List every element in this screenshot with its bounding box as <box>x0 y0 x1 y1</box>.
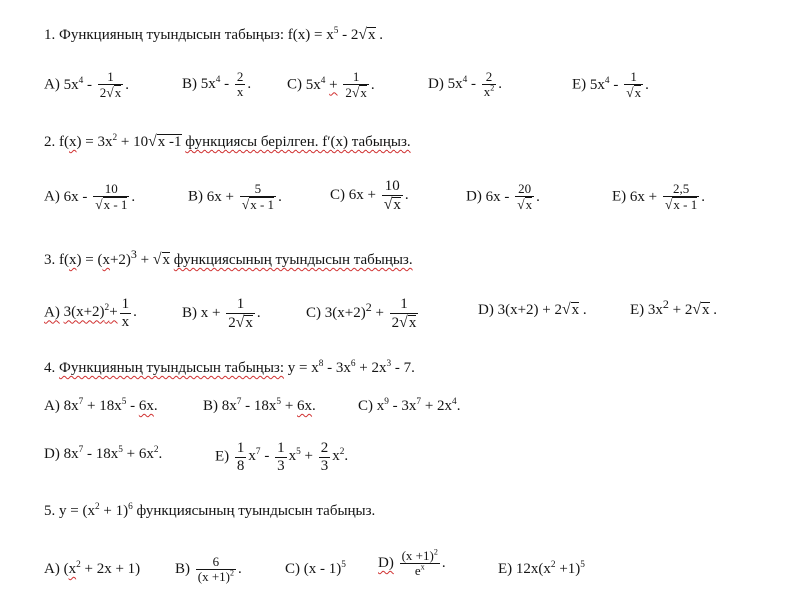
option-4b[interactable] <box>203 398 316 415</box>
option-expression: $\frac{(x +1)^2}{e^x}$ . <box>401 547 446 579</box>
option-expression: $(x^2 + 2x + 1)$ <box>63 560 141 577</box>
option-4c[interactable] <box>358 398 460 415</box>
option-5c[interactable] <box>285 561 346 578</box>
option-expression: 6x + $\frac{2,5}{√x - 1}$ . <box>629 181 705 213</box>
question-3 <box>44 247 413 269</box>
question-function: $f(x) = 3x^2 + 10√x$ -1 <box>59 133 182 150</box>
question-prompt: Функцияның туындысын табыңыз: <box>59 360 284 376</box>
option-1e[interactable] <box>572 70 649 101</box>
question-function: $f(x) = x^5 - 2√x$ . <box>287 26 384 43</box>
option-label: D) <box>428 76 444 93</box>
option-label: E) <box>498 561 513 577</box>
option-3e[interactable] <box>630 297 718 319</box>
question-number: 5. <box>44 503 56 519</box>
option-label: A) <box>44 304 60 321</box>
option-label: A) <box>44 188 60 205</box>
option-3b[interactable] <box>182 296 261 331</box>
option-2e[interactable] <box>612 182 705 213</box>
option-label: A) <box>44 76 60 93</box>
option-label: D) <box>44 446 60 462</box>
option-label: C) <box>306 305 321 322</box>
option-2d[interactable] <box>466 182 540 213</box>
option-expression: $5x^4$ - $\frac{1}{2√x}$ . <box>63 69 129 101</box>
option-5b[interactable] <box>175 555 242 585</box>
option-expression: $5x^4$ - $\frac{2}{x}$ . <box>200 69 252 100</box>
option-label: A) <box>44 561 60 577</box>
option-expression: $12x(x^2 +1)^5$ <box>515 560 585 577</box>
option-4a[interactable] <box>44 398 158 415</box>
option-label: C) <box>330 187 345 204</box>
option-3a[interactable] <box>44 296 137 330</box>
option-expression: 6x + $\frac{5}{√x - 1}$ . <box>206 181 282 213</box>
option-3d[interactable] <box>478 301 587 319</box>
question-prompt: Функцияның туындысын табыңыз: <box>59 27 284 43</box>
option-1c[interactable] <box>287 70 375 101</box>
option-label: E) <box>215 448 230 465</box>
option-label: C) <box>285 561 300 577</box>
question-prompt: функциясының туындысын табыңыз. <box>173 252 413 268</box>
option-label: B) <box>203 398 218 414</box>
option-label: B) <box>182 305 197 322</box>
option-expression: $x^9 - 3x^7 + 2x^4$. <box>376 397 461 414</box>
option-2b[interactable] <box>188 182 282 213</box>
option-label: E) <box>612 188 627 205</box>
option-1a[interactable] <box>44 70 129 101</box>
option-label: C) <box>358 398 373 414</box>
option-label: C) <box>287 76 302 93</box>
question-prompt: функциясы берілген. f′(x) табыңыз. <box>185 134 411 150</box>
option-expression: x + $\frac{1}{2√x}$ . <box>200 296 261 331</box>
option-3c[interactable] <box>306 296 420 331</box>
option-2a[interactable] <box>44 182 135 213</box>
option-4e[interactable] <box>215 440 348 474</box>
option-expression: 6x - $\frac{10}{√x - 1}$ . <box>63 181 136 213</box>
option-label: E) <box>630 302 645 318</box>
option-expression: $5x^4$ + $\frac{1}{2√x}$ . <box>305 69 375 101</box>
question-prompt: функциясының туындысын табыңыз. <box>136 503 376 519</box>
option-5a[interactable] <box>44 561 140 578</box>
question-4 <box>44 360 415 377</box>
option-label: B) <box>188 188 203 205</box>
option-expression: $3(x+2)^2+$ $\frac{1}{x}$ . <box>63 296 137 330</box>
option-expression: $8x^7 - 18x^5 + 6x$. <box>221 397 316 414</box>
option-label: E) <box>572 76 587 93</box>
option-expression: $8x^7 - 18x^5 + 6x^2$. <box>63 445 163 462</box>
question-2 <box>44 133 411 151</box>
option-expression: $8x^7 + 18x^5 - 6x$. <box>63 397 158 414</box>
question-1 <box>44 26 383 44</box>
option-expression: $5x^4$ - $\frac{1}{√x}$ . <box>589 69 649 101</box>
question-5 <box>44 503 375 520</box>
question-number: 2. <box>44 134 56 150</box>
option-4d[interactable] <box>44 446 162 463</box>
option-expression: $5x^4$ - $\frac{2}{x^2}$ . <box>447 69 503 100</box>
option-expression: 3(x+2) + 2√x . <box>497 301 587 318</box>
option-label: B) <box>182 76 197 93</box>
question-number: 1. <box>44 27 56 43</box>
option-1d[interactable] <box>428 70 502 100</box>
option-5d[interactable] <box>378 549 446 579</box>
option-expression: (x - 1)$^5$ <box>303 560 346 577</box>
question-number: 3. <box>44 252 56 268</box>
option-expression: 6x + $\frac{10}{√x}$ . <box>348 178 409 213</box>
option-label: B) <box>175 561 190 578</box>
question-function: $y = x^8 - 3x^6 + 2x^3 - 7$. <box>287 359 415 376</box>
question-function: $f(x) = (x+2)^3 + √x$ <box>59 247 171 268</box>
option-expression: $\frac{6}{(x +1)^2}$ . <box>197 554 242 585</box>
option-2c[interactable] <box>330 178 409 213</box>
option-label: A) <box>44 398 60 414</box>
option-expression: $\frac{1}{8}$ $x^7$ - $\frac{1}{3}$ $x^5$ + $\frac{2}{3}$ $x^2$. <box>236 440 349 474</box>
option-label: D) <box>478 302 494 318</box>
option-5e[interactable] <box>498 561 585 578</box>
option-label: D) <box>378 555 394 572</box>
question-number: 4. <box>44 360 56 376</box>
option-1b[interactable] <box>182 70 251 100</box>
question-function: $y = (x^2 + 1)^6$ <box>59 502 133 519</box>
option-expression: $3x^2 + 2√x$ . <box>647 297 718 318</box>
option-expression: 6x - $\frac{20}{√x}$ . <box>485 181 540 213</box>
option-label: D) <box>466 188 482 205</box>
option-expression: $3(x+2)^2$ + $\frac{1}{2√x}$ <box>324 296 417 331</box>
